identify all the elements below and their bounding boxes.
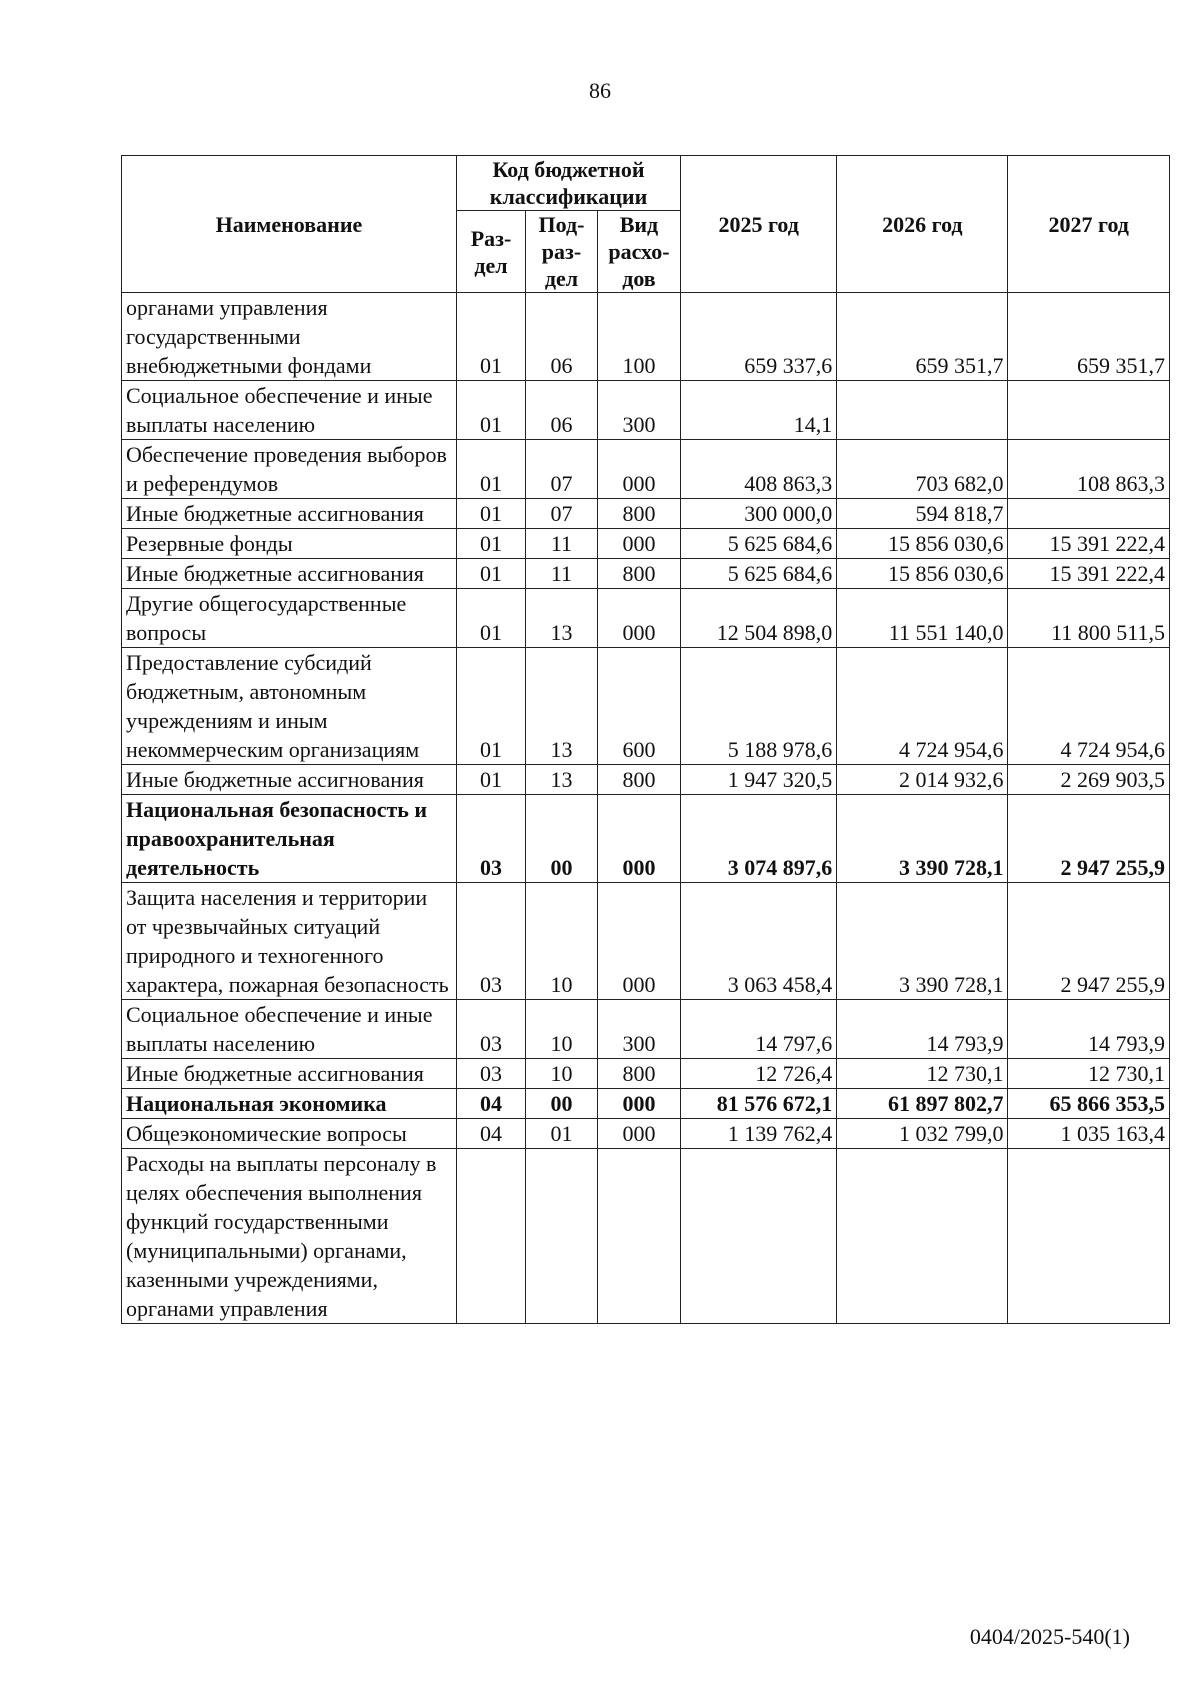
row-value-2025: 1 139 762,4 [681, 1119, 837, 1149]
row-expense-type: 800 [597, 1059, 680, 1089]
row-expense-type: 000 [597, 1089, 680, 1119]
row-value-2025: 14 797,6 [681, 1000, 837, 1059]
row-section: 01 [456, 765, 525, 795]
row-value-2026: 14 793,9 [837, 1000, 1008, 1059]
header-expense-type: Вид расхо- дов [597, 211, 680, 293]
row-name: Иные бюджетные ассигнования [122, 1059, 457, 1089]
row-value-2027: 4 724 954,6 [1008, 648, 1170, 765]
row-expense-type: 300 [597, 1000, 680, 1059]
row-value-2026: 15 856 030,6 [837, 559, 1008, 589]
row-value-2025: 5 625 684,6 [681, 529, 837, 559]
row-value-2025: 5 625 684,6 [681, 559, 837, 589]
row-name: Иные бюджетные ассигнования [122, 499, 457, 529]
table-row [122, 440, 1170, 499]
row-value-2027 [1008, 499, 1170, 529]
row-value-2025: 408 863,3 [681, 440, 837, 499]
table-row [122, 648, 1170, 765]
document-code: 0404/2025-540(1) [969, 1624, 1130, 1649]
row-section: 04 [456, 1089, 525, 1119]
row-section: 03 [456, 1059, 525, 1089]
row-subsection: 10 [526, 883, 598, 1000]
row-name: Другие общегосударственные вопросы [122, 589, 457, 648]
table-header [122, 156, 1170, 293]
table-row [122, 499, 1170, 529]
row-subsection: 01 [526, 1119, 598, 1149]
row-subsection: 10 [526, 1059, 598, 1089]
table-row [122, 559, 1170, 589]
row-section: 04 [456, 1119, 525, 1149]
header-classification: Код бюджетной классификации [456, 156, 680, 211]
row-name: Обеспечение проведения выборов и референдумов [122, 440, 457, 499]
row-name: Иные бюджетные ассигнования [122, 559, 457, 589]
row-expense-type: 800 [597, 499, 680, 529]
row-value-2026: 4 724 954,6 [837, 648, 1008, 765]
row-value-2027: 15 391 222,4 [1008, 529, 1170, 559]
table-row [122, 1000, 1170, 1059]
row-value-2026: 11 551 140,0 [837, 589, 1008, 648]
row-value-2025: 3 063 458,4 [681, 883, 837, 1000]
row-value-2027: 2 947 255,9 [1008, 883, 1170, 1000]
row-expense-type: 300 [597, 381, 680, 440]
row-value-2025: 81 576 672,1 [681, 1089, 837, 1119]
row-value-2027: 65 866 353,5 [1008, 1089, 1170, 1119]
row-expense-type: 000 [597, 883, 680, 1000]
header-2025: 2025 год [681, 156, 837, 293]
row-value-2027: 108 863,3 [1008, 440, 1170, 499]
table-row [122, 765, 1170, 795]
table-row [122, 1059, 1170, 1089]
row-name: Резервные фонды [122, 529, 457, 559]
row-expense-type: 600 [597, 648, 680, 765]
header-name: Наименование [122, 156, 457, 293]
row-value-2026: 594 818,7 [837, 499, 1008, 529]
row-section: 01 [456, 559, 525, 589]
table-row [122, 293, 1170, 381]
row-expense-type: 000 [597, 589, 680, 648]
row-value-2027: 2 947 255,9 [1008, 795, 1170, 883]
row-value-2027 [1008, 381, 1170, 440]
row-section: 03 [456, 883, 525, 1000]
header-subsection: Под- раз- дел [526, 211, 598, 293]
row-subsection: 00 [526, 795, 598, 883]
header-2026: 2026 год [837, 156, 1008, 293]
row-value-2027: 11 800 511,5 [1008, 589, 1170, 648]
row-value-2026: 3 390 728,1 [837, 883, 1008, 1000]
row-section: 01 [456, 381, 525, 440]
table-row [122, 1119, 1170, 1149]
row-value-2026: 1 032 799,0 [837, 1119, 1008, 1149]
row-value-2027: 14 793,9 [1008, 1000, 1170, 1059]
row-expense-type: 000 [597, 795, 680, 883]
row-value-2027: 2 269 903,5 [1008, 765, 1170, 795]
table-row [122, 883, 1170, 1000]
table-row [122, 529, 1170, 559]
row-subsection: 13 [526, 765, 598, 795]
row-subsection: 06 [526, 293, 598, 381]
page-number: 86 [589, 78, 611, 103]
row-name: Общеэкономические вопросы [122, 1119, 457, 1149]
row-value-2026: 2 014 932,6 [837, 765, 1008, 795]
row-subsection: 11 [526, 529, 598, 559]
table-row [122, 589, 1170, 648]
row-value-2027: 15 391 222,4 [1008, 559, 1170, 589]
table-body [122, 293, 1170, 1324]
row-value-2025: 14,1 [681, 381, 837, 440]
row-name: Расходы на выплаты персоналу в целях обеспечения выполнения функций государственными (муниципальными) органами, казенными учреждениями, органами управления [122, 1149, 457, 1324]
row-section: 01 [456, 293, 525, 381]
row-section: 03 [456, 1000, 525, 1059]
row-value-2025: 659 337,6 [681, 293, 837, 381]
row-value-2025: 5 188 978,6 [681, 648, 837, 765]
row-value-2027 [1008, 1149, 1170, 1324]
row-value-2025 [681, 1149, 837, 1324]
header-2027: 2027 год [1008, 156, 1170, 293]
row-subsection: 13 [526, 589, 598, 648]
table-row [122, 1149, 1170, 1324]
row-name: Социальное обеспечение и иные выплаты населению [122, 1000, 457, 1059]
row-expense-type: 000 [597, 1119, 680, 1149]
row-name: Национальная безопасность и правоохранительная деятельность [122, 795, 457, 883]
row-section: 01 [456, 529, 525, 559]
row-expense-type: 100 [597, 293, 680, 381]
row-value-2025: 300 000,0 [681, 499, 837, 529]
row-value-2025: 3 074 897,6 [681, 795, 837, 883]
row-subsection: 00 [526, 1089, 598, 1119]
row-name: Предоставление субсидий бюджетным, автономным учреждениям и иным некоммерческим организациям [122, 648, 457, 765]
row-subsection [526, 1149, 598, 1324]
row-value-2026: 15 856 030,6 [837, 529, 1008, 559]
row-subsection: 06 [526, 381, 598, 440]
row-value-2027: 12 730,1 [1008, 1059, 1170, 1089]
row-expense-type: 000 [597, 440, 680, 499]
row-value-2026 [837, 1149, 1008, 1324]
row-value-2026 [837, 381, 1008, 440]
row-name: Иные бюджетные ассигнования [122, 765, 457, 795]
row-subsection: 07 [526, 499, 598, 529]
row-value-2025: 12 726,4 [681, 1059, 837, 1089]
row-value-2027: 659 351,7 [1008, 293, 1170, 381]
row-subsection: 11 [526, 559, 598, 589]
row-subsection: 10 [526, 1000, 598, 1059]
row-section: 03 [456, 795, 525, 883]
row-subsection: 07 [526, 440, 598, 499]
row-value-2027: 1 035 163,4 [1008, 1119, 1170, 1149]
table-row [122, 381, 1170, 440]
row-expense-type: 800 [597, 559, 680, 589]
row-value-2026: 659 351,7 [837, 293, 1008, 381]
row-value-2026: 12 730,1 [837, 1059, 1008, 1089]
row-value-2026: 61 897 802,7 [837, 1089, 1008, 1119]
row-section: 01 [456, 499, 525, 529]
row-value-2025: 1 947 320,5 [681, 765, 837, 795]
row-value-2025: 12 504 898,0 [681, 589, 837, 648]
row-name: Социальное обеспечение и иные выплаты населению [122, 381, 457, 440]
row-name: органами управления государственными внебюджетными фондами [122, 293, 457, 381]
row-section: 01 [456, 648, 525, 765]
row-subsection: 13 [526, 648, 598, 765]
header-section: Раз- дел [456, 211, 525, 293]
row-section [456, 1149, 525, 1324]
row-expense-type [597, 1149, 680, 1324]
row-name: Защита населения и территории от чрезвычайных ситуаций природного и техногенного характера, пожарная безопасность [122, 883, 457, 1000]
table-row [122, 795, 1170, 883]
row-section: 01 [456, 440, 525, 499]
budget-table [121, 155, 1170, 1324]
row-expense-type: 000 [597, 529, 680, 559]
row-name: Национальная экономика [122, 1089, 457, 1119]
row-value-2026: 703 682,0 [837, 440, 1008, 499]
table-row [122, 1089, 1170, 1119]
row-expense-type: 800 [597, 765, 680, 795]
row-section: 01 [456, 589, 525, 648]
row-value-2026: 3 390 728,1 [837, 795, 1008, 883]
